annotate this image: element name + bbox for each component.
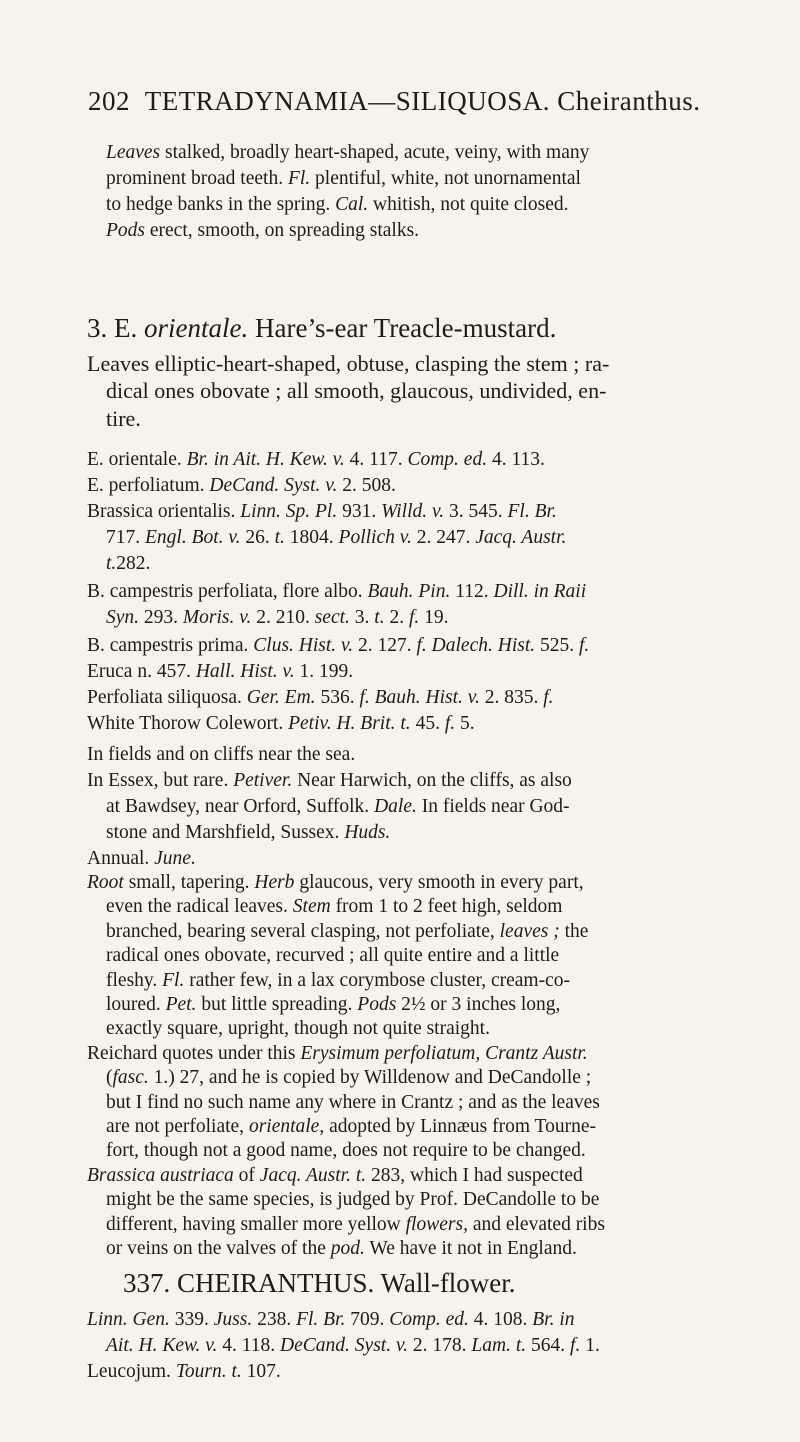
text-line	[87, 662, 353, 682]
text-run: f.	[579, 635, 590, 656]
text-run: Fl. Br.	[296, 1309, 346, 1330]
text-run: Br. in	[532, 1309, 575, 1330]
running-header	[88, 86, 738, 117]
text-line	[87, 450, 545, 470]
text-run: stone and Marshfield, Sussex.	[106, 822, 345, 843]
text-run: from 1 to 2 feet high, seldom	[330, 896, 563, 917]
text-run: 525.	[535, 635, 579, 656]
text-run: Dill. in Raii	[493, 581, 587, 602]
text-run: 282.	[116, 553, 151, 574]
text-run: 4. 113.	[487, 449, 545, 470]
text-run: DeCand. Syst. v.	[280, 1335, 409, 1356]
text-line	[87, 688, 554, 708]
text-run: fasc.	[112, 1067, 149, 1088]
text-run: Brassica orientalis.	[87, 501, 241, 522]
text-line	[106, 1190, 599, 1210]
text-run: even the radical leaves.	[106, 896, 293, 917]
text-line	[87, 636, 589, 656]
text-line	[106, 823, 390, 843]
text-line	[87, 1310, 575, 1330]
text-run: Huds.	[344, 822, 391, 843]
text-line	[106, 554, 150, 574]
running-genus: Cheiranthus.	[557, 86, 701, 116]
text-run: f.	[408, 607, 420, 628]
text-run: Juss.	[213, 1309, 253, 1330]
text-run: 2.	[384, 607, 409, 628]
text-line	[106, 1068, 591, 1088]
text-line	[106, 922, 588, 942]
text-run: fleshy.	[106, 970, 163, 991]
text-run: Reichard quotes under this	[87, 1043, 301, 1064]
text-run: Pet.	[165, 994, 197, 1015]
text-run: Jacq. Austr. t.	[259, 1165, 367, 1186]
text-line	[106, 195, 569, 215]
text-run: Comp. ed.	[407, 449, 488, 470]
text-run: Bauh. Hist. v.	[374, 687, 480, 708]
text-run: prominent broad teeth.	[106, 168, 288, 189]
text-run: In fields near God-	[416, 796, 570, 817]
text-run: 4. 108.	[468, 1309, 533, 1330]
text-run: Ait. H. Kew. v.	[106, 1335, 218, 1356]
text-run: In fields and on cliffs near the sea.	[87, 744, 356, 765]
text-run: Moris. v.	[182, 607, 252, 628]
text-run: and elevated ribs	[467, 1214, 605, 1235]
text-run: rather few, in a lax corymbose cluster, cream-co-	[184, 970, 570, 991]
text-run: whitish, not quite closed.	[368, 194, 569, 215]
text-run: Petiver.	[233, 770, 293, 791]
text-run: might be the same species, is judged by Prof. DeCandolle to be	[106, 1189, 600, 1210]
text-run: flowers,	[405, 1214, 468, 1235]
text-line	[87, 745, 355, 765]
text-run: White Thorow Colewort.	[87, 713, 289, 734]
text-line	[106, 897, 562, 917]
text-run: Dale.	[374, 796, 417, 817]
text-run: are not perfoliate,	[106, 1116, 249, 1137]
text-run: orientale,	[248, 1116, 325, 1137]
text-run: 1. 199.	[294, 661, 354, 682]
text-line	[87, 771, 572, 791]
text-run: Leucojum.	[87, 1361, 176, 1382]
text-run: Br. in Ait. H. Kew. v.	[186, 449, 345, 470]
text-run: stalked, broadly heart-shaped, acute, veiny, with many	[160, 142, 590, 163]
text-run: t.	[274, 527, 285, 548]
text-run: Lam. t.	[471, 1335, 527, 1356]
text-run: Jacq. Austr.	[475, 527, 567, 548]
running-title: TETRADYNAMIA—SILIQUOSA.	[144, 86, 550, 116]
text-run: 2. 178.	[408, 1335, 472, 1356]
text-run: 2. 835.	[479, 687, 544, 708]
text-line	[106, 1093, 600, 1113]
text-run: f.	[416, 635, 427, 656]
text-run: loured.	[106, 994, 166, 1015]
text-run: Linn. Gen.	[87, 1309, 170, 1330]
text-run: Hall. Hist. v.	[195, 661, 295, 682]
text-line	[106, 971, 570, 991]
text-line	[87, 849, 196, 869]
text-line	[106, 946, 559, 966]
text-run: Ger. Em.	[246, 687, 316, 708]
text-run: Root	[87, 872, 124, 893]
text-run: branched, bearing several clasping, not perfoliate,	[106, 921, 500, 942]
text-run: Petiv. H. Brit. t.	[288, 713, 411, 734]
text-run: Tourn. t.	[175, 1361, 242, 1382]
text-run: 5.	[455, 713, 475, 734]
text-run: f.	[570, 1335, 581, 1356]
text-run: (	[106, 1067, 113, 1088]
text-line: dical ones obovate ; all smooth, glaucous, undivided, en-	[106, 378, 607, 403]
text-run: E. orientale.	[87, 449, 187, 470]
text-run: June.	[154, 848, 196, 869]
text-run: Clus. Hist. v.	[253, 635, 354, 656]
text-run: 339.	[169, 1309, 214, 1330]
text-line: tire.	[106, 406, 141, 431]
text-run: Leaves	[106, 142, 161, 163]
text-line	[106, 528, 566, 548]
text-run: 536.	[315, 687, 360, 708]
text-run: 2. 127.	[353, 635, 417, 656]
text-run: 107.	[241, 1361, 281, 1382]
text-run: to hedge banks in the spring.	[106, 194, 336, 215]
text-run: Engl. Bot. v.	[145, 527, 241, 548]
text-line	[87, 1362, 281, 1382]
text-run: Hare’s-ear Treacle-mustard.	[248, 313, 557, 343]
text-run: Fl. Br.	[507, 501, 557, 522]
text-run: t.	[374, 607, 385, 628]
text-line	[87, 502, 557, 522]
text-run: sect.	[314, 607, 350, 628]
text-run: Comp. ed.	[389, 1309, 469, 1330]
text-run: 238.	[252, 1309, 297, 1330]
text-line	[106, 1141, 586, 1161]
text-line	[106, 608, 449, 628]
text-run: 1.	[580, 1335, 600, 1356]
text-run: Syn.	[106, 607, 140, 628]
text-run: Bauh. Pin.	[367, 581, 451, 602]
text-run: Pollich v.	[338, 527, 412, 548]
text-run: orientale.	[144, 313, 249, 343]
text-run: E. perfoliatum.	[87, 475, 210, 496]
text-run: Annual.	[87, 848, 155, 869]
text-run: glaucous, very smooth in every part,	[294, 872, 584, 893]
text-run: Perfoliata siliquosa.	[87, 687, 247, 708]
text-run: of	[233, 1165, 260, 1186]
text-run: 3. 545.	[444, 501, 508, 522]
text-line	[106, 995, 560, 1015]
text-run: exactly square, upright, though not quite straight.	[106, 1018, 490, 1039]
text-line	[106, 1239, 577, 1259]
text-line	[87, 476, 396, 496]
text-run: leaves ;	[499, 921, 560, 942]
text-run: 709.	[345, 1309, 390, 1330]
text-run: pod.	[330, 1238, 365, 1259]
text-run: Cal.	[335, 194, 369, 215]
text-line	[106, 1336, 600, 1356]
text-run: or veins on the valves of the	[106, 1238, 331, 1259]
text-run: radical ones obovate, recurved ; all quite entire and a little	[106, 945, 560, 966]
text-run: B. campestris perfoliata, flore albo.	[87, 581, 368, 602]
text-run: DeCand. Syst. v.	[209, 475, 338, 496]
text-run: Fl.	[287, 168, 311, 189]
text-run: We have it not in England.	[364, 1238, 577, 1259]
text-run: 2. 508.	[337, 475, 396, 496]
text-run: Willd. v.	[381, 501, 445, 522]
text-run: 26.	[240, 527, 275, 548]
text-run: 717.	[106, 527, 145, 548]
text-line	[106, 1117, 596, 1137]
text-run: 283, which I had suspected	[366, 1165, 583, 1186]
text-run: Pods	[106, 220, 145, 241]
text-run: 293.	[139, 607, 183, 628]
text-run: 112.	[450, 581, 494, 602]
text-run: 3.	[349, 607, 375, 628]
text-run: but little spreading.	[196, 994, 358, 1015]
text-run: 1804.	[284, 527, 339, 548]
text-run: Dalech. Hist.	[431, 635, 536, 656]
text-line	[106, 221, 419, 241]
text-run: Stem	[292, 896, 331, 917]
text-run: Herb	[254, 872, 295, 893]
text-run: fort, though not a good name, does not require to be changed.	[106, 1140, 586, 1161]
page-number: 202	[88, 86, 130, 116]
text-run: different, having smaller more yellow	[106, 1214, 406, 1235]
text-line	[106, 1019, 490, 1039]
text-run: 931.	[337, 501, 382, 522]
text-run: small, tapering.	[123, 872, 255, 893]
text-line	[106, 143, 589, 163]
text-run: Eruca n. 457.	[87, 661, 196, 682]
genus-heading: 337. CHEIRANTHUS. Wall-flower.	[123, 1268, 516, 1298]
text-run: 3. E.	[87, 313, 144, 343]
text-run: f.	[543, 687, 554, 708]
text-run: at Bawdsey, near Orford, Suffolk.	[106, 796, 375, 817]
text-run: B. campestris prima.	[87, 635, 254, 656]
text-run: Pods	[357, 994, 397, 1015]
text-line	[87, 873, 584, 893]
text-run: f.	[359, 687, 370, 708]
text-run: Fl.	[162, 970, 185, 991]
text-line	[106, 1215, 605, 1235]
text-run: but I find no such name any where in Crantz ; and as the leaves	[106, 1092, 600, 1113]
species-heading	[87, 313, 556, 344]
text-run: Erysimum perfoliatum, Crantz Austr.	[300, 1043, 588, 1064]
text-run: 45.	[410, 713, 445, 734]
text-run: erect, smooth, on spreading stalks.	[145, 220, 420, 241]
text-line	[87, 714, 475, 734]
text-run: 19.	[419, 607, 449, 628]
text-run: 2½ or 3 inches long,	[396, 994, 561, 1015]
text-line	[87, 582, 586, 602]
text-line	[106, 169, 581, 189]
text-run: 4. 118.	[217, 1335, 281, 1356]
text-line	[87, 1044, 588, 1064]
text-run: t.	[106, 553, 117, 574]
text-line: Leaves elliptic-heart-shaped, obtuse, clasping the stem ; ra-	[87, 351, 610, 376]
text-run: adopted by Linnæus from Tourne-	[324, 1116, 596, 1137]
text-run: 4. 117.	[344, 449, 408, 470]
text-run: 2. 247.	[411, 527, 476, 548]
text-run: f.	[444, 713, 456, 734]
text-run: Linn. Sp. Pl.	[240, 501, 338, 522]
text-run: the	[559, 921, 589, 942]
text-run: In Essex, but rare.	[87, 770, 234, 791]
text-run: 1.) 27, and he is copied by Willdenow and DeCandolle ;	[148, 1067, 592, 1088]
text-run: 2. 210.	[251, 607, 315, 628]
text-run: Brassica austriaca	[87, 1165, 234, 1186]
text-run: Near Harwich, on the cliffs, as also	[292, 770, 572, 791]
text-run: 564.	[526, 1335, 571, 1356]
text-line	[106, 797, 570, 817]
text-line	[87, 1166, 583, 1186]
text-run: plentiful, white, not unornamental	[310, 168, 581, 189]
